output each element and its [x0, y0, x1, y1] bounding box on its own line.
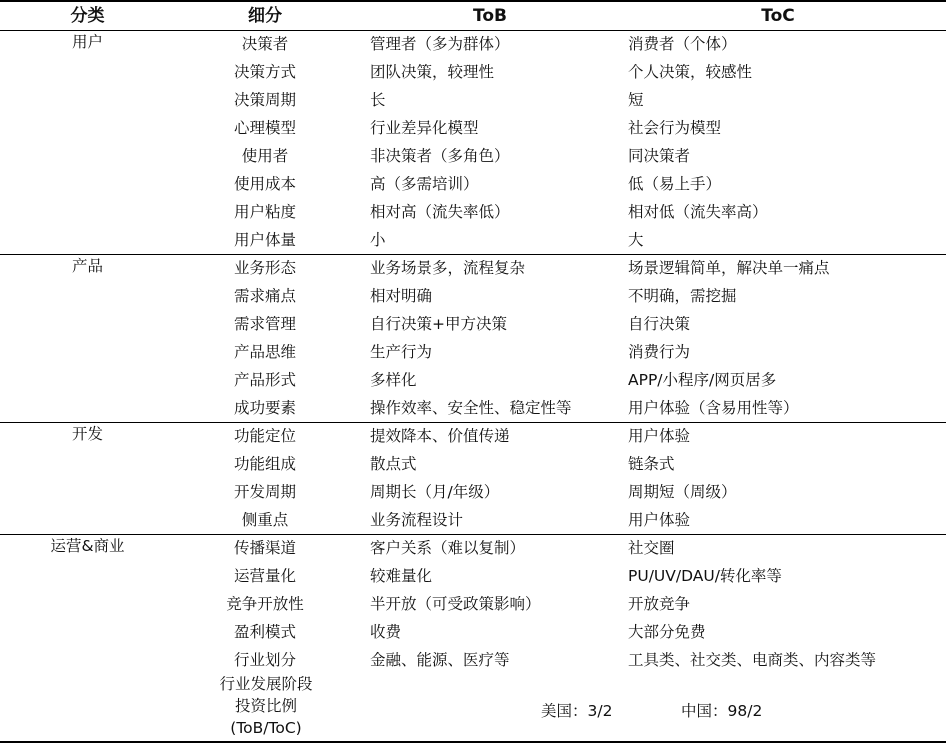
sub-cell: 需求管理 — [233, 315, 296, 333]
tob-cell: 散点式 — [370, 455, 417, 473]
category-label: 产品 — [71, 257, 103, 275]
toc-cell: 低（易上手） — [628, 175, 722, 193]
toc-cell: 社交圈 — [628, 539, 675, 557]
sub-cell: 功能定位 — [233, 427, 296, 445]
sub-cell: 用户粘度 — [233, 203, 296, 221]
sub-cell: 功能组成 — [233, 455, 296, 473]
toc-cell: 周期短（周级） — [628, 483, 737, 501]
tob-cell: 长 — [370, 91, 386, 109]
tob-cell: 提效降本、价值传递 — [370, 427, 510, 445]
tob-cell: 操作效率、安全性、稳定性等 — [370, 399, 572, 417]
last-row-sub-line: 行业发展阶段 — [219, 675, 313, 693]
toc-cell: APP/小程序/网页居多 — [628, 371, 777, 389]
tob-cell: 相对高（流失率低） — [370, 203, 510, 221]
toc-cell: 消费者（个体） — [628, 35, 737, 53]
sub-cell: 竞争开放性 — [226, 595, 304, 613]
toc-cell: 相对低（流失率高） — [628, 203, 768, 221]
toc-cell: 场景逻辑简单，解决单一痛点 — [628, 259, 830, 277]
sub-cell: 用户体量 — [233, 231, 296, 249]
tob-cell: 小 — [370, 231, 386, 249]
tob-cell: 周期长（月/年级） — [370, 483, 500, 501]
tob-cell: 高（多需培训） — [370, 175, 479, 193]
tob-cell: 业务场景多，流程复杂 — [370, 259, 526, 277]
tob-cell: 业务流程设计 — [370, 511, 464, 529]
tob-cell: 较难量化 — [370, 567, 433, 585]
tob-cell: 自行决策+甲方决策 — [370, 315, 507, 333]
toc-cell: 用户体验 — [628, 511, 691, 529]
last-row-sub-line: 投资比例 — [234, 697, 297, 715]
sub-cell: 业务形态 — [233, 259, 296, 277]
toc-cell: 不明确，需挖掘 — [628, 287, 737, 305]
sub-cell: 运营量化 — [233, 567, 296, 585]
sub-cell: 需求痛点 — [233, 287, 296, 305]
tob-cell: 行业差异化模型 — [370, 119, 479, 137]
sub-cell: 传播渠道 — [233, 539, 296, 557]
tob-cell: 管理者（多为群体） — [370, 35, 510, 53]
sub-cell: 决策者 — [241, 35, 289, 53]
tob-cell: 收费 — [370, 623, 402, 641]
toc-cell: 个人决策，较感性 — [628, 63, 753, 81]
toc-cell: 消费行为 — [628, 343, 691, 361]
header-toc: ToC — [761, 6, 795, 26]
usa-ratio: 美国：3/2 — [541, 702, 613, 720]
sub-cell: 行业划分 — [233, 651, 296, 669]
sub-cell: 产品思维 — [233, 343, 296, 361]
sub-cell: 成功要素 — [233, 399, 296, 417]
toc-cell: PU/UV/DAU/转化率等 — [628, 567, 782, 585]
toc-cell: 大部分免费 — [628, 623, 706, 641]
china-ratio: 中国：98/2 — [681, 702, 763, 720]
category-label: 运营&商业 — [50, 537, 125, 555]
last-row-sub — [196, 673, 336, 739]
tob-cell: 生产行为 — [370, 343, 433, 361]
tob-cell: 半开放（可受政策影响） — [370, 595, 541, 613]
category-label: 开发 — [71, 425, 103, 443]
toc-cell: 开放竞争 — [628, 595, 691, 613]
toc-cell: 短 — [628, 91, 644, 109]
header-category: 分类 — [70, 6, 105, 26]
sub-cell: 决策方式 — [233, 63, 296, 81]
sub-cell: 使用成本 — [233, 175, 296, 193]
toc-cell: 大 — [628, 231, 644, 249]
toc-cell: 自行决策 — [628, 315, 691, 333]
toc-cell: 工具类、社交类、电商类、内容类等 — [628, 651, 877, 669]
sub-cell: 使用者 — [241, 147, 289, 165]
category-label: 用户 — [71, 33, 103, 51]
header-sub: 细分 — [248, 6, 282, 26]
sub-cell: 开发周期 — [233, 483, 296, 501]
tob-cell: 非决策者（多角色） — [370, 147, 510, 165]
toc-cell: 社会行为模型 — [628, 119, 722, 137]
sub-cell: 决策周期 — [233, 91, 296, 109]
sub-cell: 心理模型 — [233, 119, 296, 137]
tob-cell: 金融、能源、医疗等 — [370, 651, 510, 669]
bottom-rule — [0, 741, 946, 743]
tob-cell: 多样化 — [370, 371, 417, 389]
toc-cell: 链条式 — [628, 455, 675, 473]
sub-cell: 产品形式 — [233, 371, 296, 389]
toc-cell: 同决策者 — [628, 147, 691, 165]
tob-cell: 团队决策，较理性 — [370, 63, 495, 81]
tob-cell: 客户关系（难以复制） — [370, 539, 526, 557]
header-tob: ToB — [473, 6, 507, 26]
last-row-sub-line: (ToB/ToC) — [230, 719, 302, 737]
tob-cell: 相对明确 — [370, 287, 433, 305]
sub-cell: 盈利模式 — [233, 623, 296, 641]
toc-cell: 用户体验（含易用性等） — [628, 399, 799, 417]
toc-cell: 用户体验 — [628, 427, 691, 445]
sub-cell: 侧重点 — [241, 511, 289, 529]
